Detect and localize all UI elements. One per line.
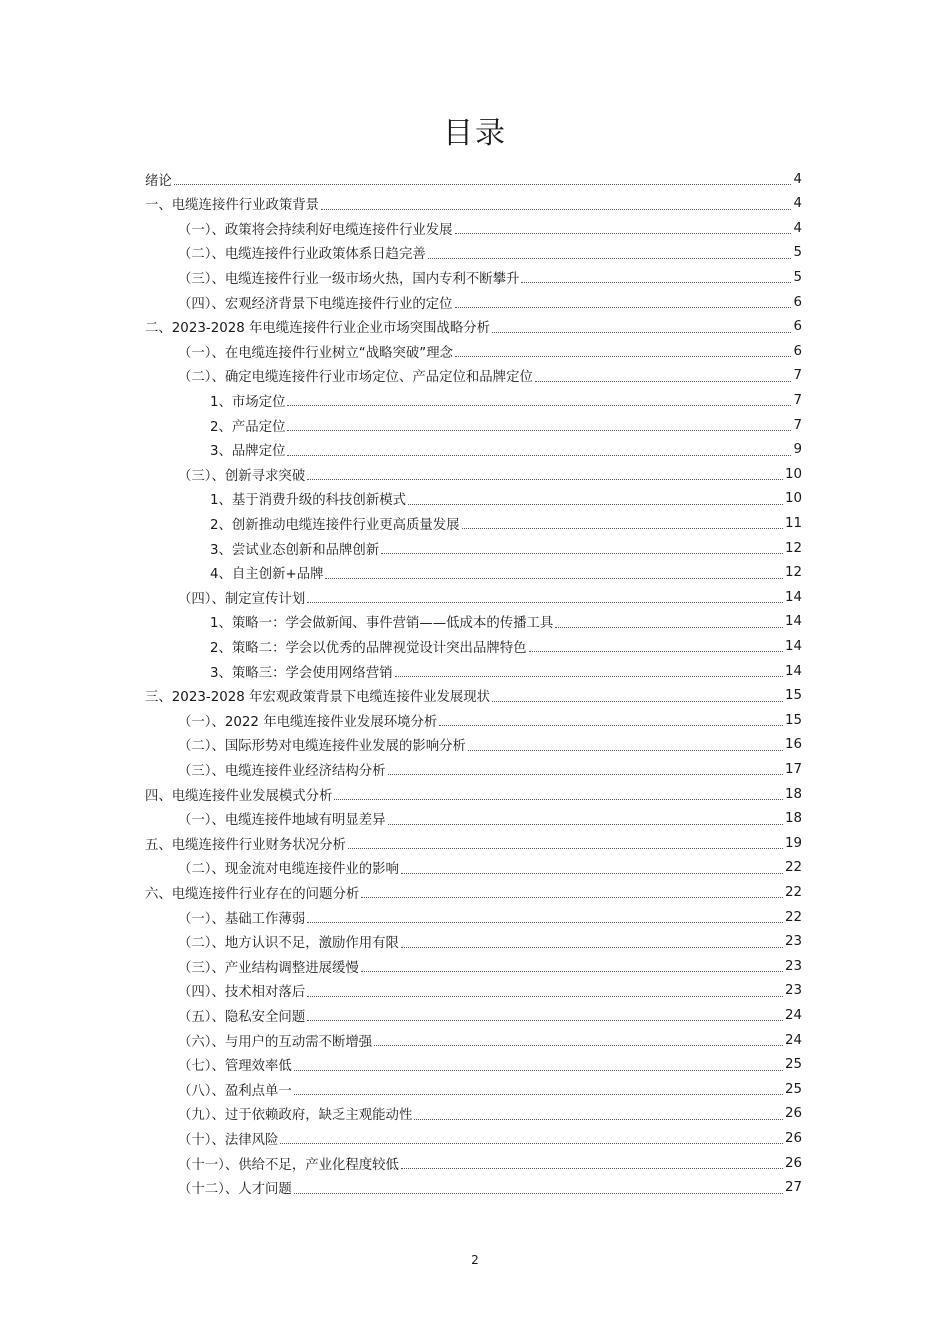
- toc-leader-dots: [307, 921, 783, 923]
- toc-leader-dots: [455, 355, 791, 357]
- toc-entry-label: （五）、隐私安全问题: [178, 1009, 306, 1025]
- toc-entry-page: 6: [793, 319, 802, 335]
- toc-leader-dots: [401, 1167, 783, 1169]
- toc-entry-page: 27: [784, 1180, 802, 1196]
- toc-entry-label: （一）、政策将会持续利好电缆连接件行业发展: [178, 222, 453, 238]
- toc-entry[interactable]: [210, 611, 802, 633]
- toc-leader-dots: [174, 183, 792, 185]
- toc-entry-page: 23: [784, 983, 802, 999]
- toc-entry-label: 2、策略二：学会以优秀的品牌视觉设计突出品牌特色: [210, 640, 527, 656]
- toc-entry-page: 10: [784, 466, 802, 482]
- toc-entry-label: 1、基于消费升级的科技创新模式: [210, 493, 406, 509]
- toc-entry[interactable]: [210, 389, 802, 411]
- toc-entry-label: 2、创新推动电缆连接件行业更高质量发展: [210, 517, 460, 533]
- toc-leader-dots: [521, 281, 791, 283]
- toc-entry[interactable]: [210, 562, 802, 584]
- toc-entry[interactable]: [178, 857, 802, 879]
- toc-entry[interactable]: [210, 414, 802, 436]
- toc-entry-label: （三）、产业结构调整进展缓慢: [178, 960, 359, 976]
- toc-entry-page: 4: [793, 220, 802, 236]
- toc-entry[interactable]: [178, 1127, 802, 1149]
- toc-entry-page: 7: [793, 368, 802, 384]
- toc-entry[interactable]: [178, 217, 802, 239]
- toc-entry-label: （九）、过于依赖政府，缺乏主观能动性: [178, 1108, 413, 1124]
- toc-entry-page: 18: [784, 811, 802, 827]
- toc-entry-page: 23: [784, 958, 802, 974]
- toc-entry-page: 14: [784, 589, 802, 605]
- toc-entry-label: 3、策略三：学会使用网络营销: [210, 665, 393, 681]
- toc-leader-dots: [408, 503, 783, 505]
- toc-entry[interactable]: [145, 316, 802, 338]
- toc-entry[interactable]: [145, 685, 802, 707]
- toc-entry-page: 12: [784, 565, 802, 581]
- toc-entry-label: （四）、制定宣传计划: [178, 591, 306, 607]
- toc-entry-page: 4: [793, 171, 802, 187]
- toc-entry-page: 17: [784, 761, 802, 777]
- toc-entry-label: （十一）、供给不足，产业化程度较低: [178, 1157, 399, 1173]
- toc-entry[interactable]: [178, 1054, 802, 1076]
- toc-entry-label: （十二）、人才问题: [178, 1182, 292, 1198]
- toc-entry[interactable]: [178, 1029, 802, 1051]
- toc-entry-label: 3、尝试业态创新和品牌创新: [210, 542, 380, 558]
- toc-leader-dots: [455, 232, 792, 234]
- toc-leader-dots: [492, 700, 783, 702]
- toc-entry-label: 六、电缆连接件行业存在的问题分析: [145, 886, 360, 902]
- toc-leader-dots: [439, 724, 783, 726]
- toc-entry-label: （四）、宏观经济背景下电缆连接件行业的定位: [178, 296, 453, 312]
- toc-entry[interactable]: [178, 340, 802, 362]
- toc-entry-page: 24: [784, 1007, 802, 1023]
- toc-entry-label: 二、2023-2028 年电缆连接件行业企业市场突围战略分析: [145, 321, 491, 337]
- toc-entry-label: （六）、与用户的互动需不断增强: [178, 1034, 373, 1050]
- toc-entry-label: 五、电缆连接件行业财务状况分析: [145, 837, 346, 853]
- toc-leader-dots: [492, 331, 791, 333]
- toc-entry[interactable]: [178, 1078, 802, 1100]
- toc-entry-label: 四、电缆连接件业发展模式分析: [145, 788, 333, 804]
- toc-entry-page: 24: [784, 1032, 802, 1048]
- toc-leader-dots: [307, 478, 783, 480]
- toc-leader-dots: [307, 1019, 783, 1021]
- toc-entry-page: 7: [793, 417, 802, 433]
- toc-entry-page: 25: [784, 1081, 802, 1097]
- toc-entry[interactable]: [178, 1152, 802, 1174]
- toc-entry-page: 15: [784, 688, 802, 704]
- toc-leader-dots: [287, 404, 791, 406]
- toc-leader-dots: [280, 1142, 783, 1144]
- toc-entry[interactable]: [178, 931, 802, 953]
- toc-entry-label: （一）、在电缆连接件行业树立“战略突破”理念: [178, 345, 453, 361]
- toc-entry-page: 26: [784, 1106, 802, 1122]
- toc-entry[interactable]: [178, 1004, 802, 1026]
- toc-entry-page: 4: [793, 196, 802, 212]
- toc-leader-dots: [388, 773, 783, 775]
- toc-entry[interactable]: [210, 660, 802, 682]
- toc-entry-label: （八）、盈利点单一: [178, 1083, 292, 1099]
- toc-entry[interactable]: [178, 955, 802, 977]
- page-title: 目录: [443, 116, 507, 151]
- toc-entry-label: （三）、电缆连接件行业一级市场火热，国内专利不断攀升: [178, 271, 520, 287]
- toc-entry-label: （二）、确定电缆连接件行业市场定位、产品定位和品牌定位: [178, 370, 533, 386]
- toc-entry[interactable]: [145, 881, 802, 903]
- toc-leader-dots: [348, 847, 783, 849]
- toc-leader-dots: [468, 749, 783, 751]
- toc-entry-label: 1、策略一：学会做新闻、事件营销——低成本的传播工具: [210, 616, 554, 632]
- toc-leader-dots: [395, 675, 783, 677]
- toc-entry-page: 23: [784, 934, 802, 950]
- toc-entry-page: 22: [784, 860, 802, 876]
- toc-entry-page: 9: [793, 442, 802, 458]
- toc-entry-page: 18: [784, 786, 802, 802]
- toc-entry-label: 4、自主创新+品牌: [210, 567, 324, 583]
- toc-entry[interactable]: [178, 463, 802, 485]
- toc-entry-page: 14: [784, 663, 802, 679]
- toc-entry-label: （一）、电缆连接件地域有明显差异: [178, 813, 386, 829]
- toc-leader-dots: [294, 1069, 783, 1071]
- toc-entry[interactable]: [145, 832, 802, 854]
- toc-entry[interactable]: [178, 586, 802, 608]
- toc-leader-dots: [361, 970, 783, 972]
- toc-entry-page: 19: [784, 835, 802, 851]
- toc-entry-page: 11: [784, 515, 802, 531]
- toc-entry-label: 2、产品定位: [210, 419, 286, 435]
- toc-entry-label: （一）、基础工作薄弱: [178, 911, 306, 927]
- toc-entry[interactable]: [178, 808, 802, 830]
- toc-leader-dots: [287, 429, 791, 431]
- toc-entry-page: 15: [784, 712, 802, 728]
- toc-entry-label: （四）、技术相对落后: [178, 985, 306, 1001]
- toc-entry[interactable]: [210, 537, 802, 559]
- toc-leader-dots: [414, 1118, 783, 1120]
- toc-entry-label: 三、2023-2028 年宏观政策背景下电缆连接件业发展现状: [145, 690, 491, 706]
- toc-leader-dots: [294, 1093, 783, 1095]
- toc-leader-dots: [381, 552, 783, 554]
- toc-leader-dots: [388, 823, 783, 825]
- toc-leader-dots: [361, 896, 783, 898]
- toc-entry[interactable]: [210, 488, 802, 510]
- toc-entry-label: 3、品牌定位: [210, 444, 286, 460]
- toc-entry[interactable]: [145, 783, 802, 805]
- toc-leader-dots: [334, 798, 782, 800]
- toc-leader-dots: [555, 626, 783, 628]
- toc-entry[interactable]: [178, 906, 802, 928]
- toc-entry-page: 12: [784, 540, 802, 556]
- toc-leader-dots: [428, 257, 792, 259]
- toc-entry-page: 26: [784, 1130, 802, 1146]
- toc-leader-dots: [529, 650, 783, 652]
- toc-entry[interactable]: [178, 980, 802, 1002]
- toc-entry[interactable]: [145, 193, 802, 215]
- toc-entry-label: （一）、2022 年电缆连接件业发展环境分析: [178, 714, 438, 730]
- toc-leader-dots: [321, 208, 791, 210]
- toc-entry-page: 6: [793, 294, 802, 310]
- toc-entry-page: 6: [793, 343, 802, 359]
- toc-entry-page: 25: [784, 1057, 802, 1073]
- toc-entry-label: 绪论: [145, 173, 172, 189]
- toc-leader-dots: [294, 1192, 783, 1194]
- toc-leader-dots: [307, 601, 783, 603]
- page-number: 2: [471, 1253, 479, 1267]
- toc-entry-page: 22: [784, 884, 802, 900]
- toc-entry-page: 10: [784, 491, 802, 507]
- toc-entry-label: 1、市场定位: [210, 394, 286, 410]
- toc-entry[interactable]: [145, 168, 802, 190]
- toc-entry[interactable]: [178, 1103, 802, 1125]
- toc-leader-dots: [401, 946, 783, 948]
- toc-entry-label: （二）、电缆连接件行业政策体系日趋完善: [178, 247, 426, 263]
- toc-entry-label: （二）、国际形势对电缆连接件业发展的影响分析: [178, 739, 466, 755]
- toc-entry[interactable]: [210, 439, 802, 461]
- toc-entry-page: 14: [784, 638, 802, 654]
- toc-entry[interactable]: [210, 512, 802, 534]
- toc-leader-dots: [287, 454, 791, 456]
- toc-leader-dots: [325, 577, 782, 579]
- toc-entry-label: （二）、地方认识不足，激励作用有限: [178, 936, 399, 952]
- toc-entry[interactable]: [178, 266, 802, 288]
- toc-entry-page: 5: [793, 245, 802, 261]
- toc-entry-page: 5: [793, 269, 802, 285]
- toc-entry[interactable]: [210, 635, 802, 657]
- toc-entry-label: （三）、电缆连接件业经济结构分析: [178, 763, 386, 779]
- toc-entry-label: （二）、现金流对电缆连接件业的影响: [178, 862, 399, 878]
- toc-entry[interactable]: [178, 365, 802, 387]
- toc-leader-dots: [455, 306, 792, 308]
- toc-entry-label: 一、电缆连接件行业政策背景: [145, 198, 320, 214]
- toc-entry-page: 14: [784, 614, 802, 630]
- toc-entry[interactable]: [178, 242, 802, 264]
- toc-leader-dots: [462, 527, 783, 529]
- toc-entry[interactable]: [178, 709, 802, 731]
- toc-entry-label: （七）、管理效率低: [178, 1059, 292, 1075]
- toc-leader-dots: [401, 872, 783, 874]
- toc-entry-label: （三）、创新寻求突破: [178, 468, 306, 484]
- toc-entry-label: （十）、法律风险: [178, 1132, 279, 1148]
- toc-leader-dots: [374, 1044, 783, 1046]
- toc-entry-page: 16: [784, 737, 802, 753]
- toc-entry[interactable]: [178, 758, 802, 780]
- toc-entry[interactable]: [178, 291, 802, 313]
- toc-entry-page: 7: [793, 392, 802, 408]
- toc-leader-dots: [307, 995, 783, 997]
- toc-leader-dots: [535, 380, 792, 382]
- toc-entry-page: 26: [784, 1155, 802, 1171]
- toc-entry[interactable]: [178, 734, 802, 756]
- toc-entry-page: 22: [784, 909, 802, 925]
- toc-entry[interactable]: [178, 1177, 802, 1199]
